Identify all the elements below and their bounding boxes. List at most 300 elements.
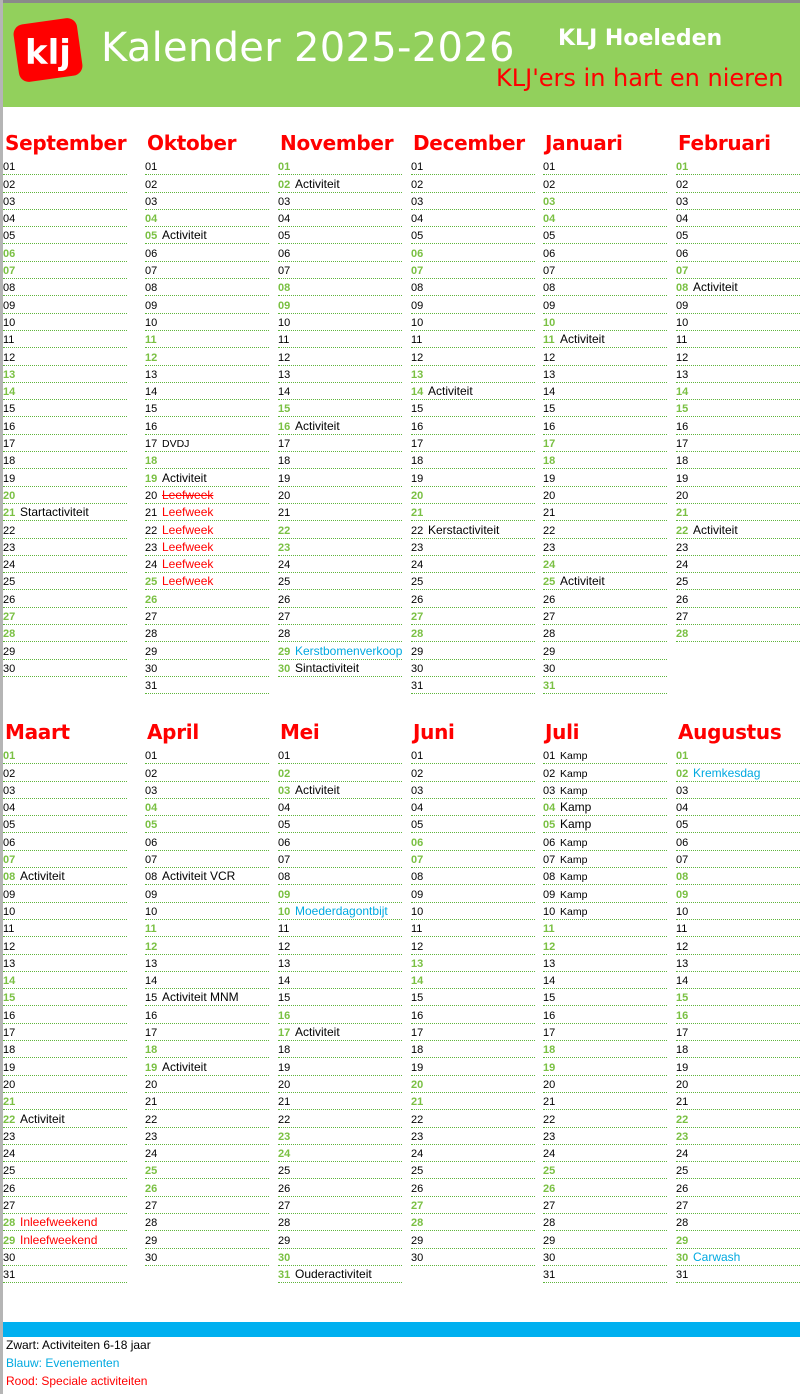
day-number: 24 bbox=[3, 559, 16, 572]
day-row bbox=[543, 279, 667, 296]
day-number: 08 bbox=[676, 282, 689, 295]
day-number: 10 bbox=[3, 905, 16, 918]
day-row bbox=[278, 487, 402, 504]
day-number: 21 bbox=[411, 1096, 424, 1109]
day-row bbox=[278, 989, 402, 1006]
day-number: 26 bbox=[543, 1182, 556, 1195]
day-row bbox=[543, 972, 667, 989]
day-row bbox=[676, 885, 800, 902]
day-row bbox=[3, 1145, 127, 1162]
day-row bbox=[278, 833, 402, 850]
day-number: 17 bbox=[278, 1027, 291, 1040]
day-number: 26 bbox=[411, 593, 424, 606]
day-row bbox=[676, 608, 800, 625]
day-row bbox=[543, 1058, 667, 1075]
organization-name: KLJ Hoeleden bbox=[558, 26, 723, 51]
day-number: 17 bbox=[543, 1027, 556, 1040]
day-number: 29 bbox=[278, 1234, 291, 1247]
day-number: 19 bbox=[278, 472, 291, 485]
day-number: 21 bbox=[278, 507, 291, 520]
day-number: 02 bbox=[543, 178, 556, 191]
day-row bbox=[278, 1214, 402, 1231]
day-number: 11 bbox=[543, 923, 555, 936]
day-row bbox=[676, 1231, 800, 1248]
day-number: 27 bbox=[145, 1200, 158, 1213]
day-row bbox=[145, 556, 269, 573]
event-label: Leefweek bbox=[162, 487, 214, 502]
day-number: 06 bbox=[278, 247, 291, 260]
day-number: 14 bbox=[278, 975, 291, 988]
day-row bbox=[676, 1162, 800, 1179]
event-label: Kamp bbox=[560, 854, 588, 867]
day-number: 11 bbox=[145, 923, 157, 936]
day-row bbox=[278, 469, 402, 486]
legend-blue: Blauw: Evenementen bbox=[6, 1356, 120, 1370]
day-number: 02 bbox=[278, 767, 291, 780]
day-number: 11 bbox=[3, 334, 15, 347]
day-row bbox=[145, 1110, 269, 1127]
day-row bbox=[278, 816, 402, 833]
day-number: 02 bbox=[278, 178, 291, 191]
day-number: 03 bbox=[278, 784, 291, 797]
day-row bbox=[411, 193, 535, 210]
day-number: 06 bbox=[278, 836, 291, 849]
day-number: 14 bbox=[543, 386, 556, 399]
day-row bbox=[411, 1249, 535, 1266]
day-row bbox=[278, 1110, 402, 1127]
day-row bbox=[543, 417, 667, 434]
day-number: 05 bbox=[543, 230, 556, 243]
day-row bbox=[676, 1041, 800, 1058]
day-row bbox=[145, 487, 269, 504]
event-label: Kamp bbox=[560, 784, 588, 797]
day-row bbox=[411, 660, 535, 677]
day-number: 10 bbox=[145, 316, 158, 329]
day-row bbox=[145, 937, 269, 954]
day-row bbox=[543, 851, 667, 868]
day-number: 22 bbox=[145, 1113, 158, 1126]
day-row bbox=[676, 1110, 800, 1127]
legend-black: Zwart: Activiteiten 6-18 jaar bbox=[6, 1338, 151, 1352]
day-row bbox=[543, 1076, 667, 1093]
day-number: 02 bbox=[145, 178, 158, 191]
day-row bbox=[411, 816, 535, 833]
day-number: 15 bbox=[145, 992, 158, 1005]
event-label: Sintactiviteit bbox=[295, 660, 360, 675]
day-number: 21 bbox=[278, 1096, 291, 1109]
day-list bbox=[278, 747, 402, 1283]
day-number: 23 bbox=[278, 1130, 291, 1143]
day-number: 07 bbox=[676, 854, 689, 867]
day-row bbox=[411, 158, 535, 175]
day-number: 01 bbox=[3, 161, 16, 174]
day-number: 13 bbox=[278, 368, 291, 381]
day-row bbox=[676, 1145, 800, 1162]
event-label: Leefweek bbox=[162, 522, 214, 537]
day-row bbox=[278, 885, 402, 902]
day-number: 09 bbox=[411, 299, 424, 312]
day-row bbox=[411, 383, 535, 400]
day-number: 06 bbox=[676, 247, 689, 260]
day-number: 10 bbox=[543, 905, 556, 918]
day-number: 14 bbox=[676, 386, 689, 399]
event-label: Activiteit bbox=[295, 418, 340, 433]
day-number: 03 bbox=[411, 784, 424, 797]
day-row bbox=[676, 625, 800, 642]
day-row bbox=[278, 1162, 402, 1179]
day-number: 26 bbox=[676, 593, 689, 606]
month-name: April bbox=[147, 720, 199, 744]
day-number: 02 bbox=[411, 767, 424, 780]
day-number: 10 bbox=[145, 905, 158, 918]
day-number: 20 bbox=[676, 489, 689, 502]
day-row bbox=[278, 955, 402, 972]
month-name: November bbox=[280, 131, 394, 155]
day-row bbox=[145, 1041, 269, 1058]
day-row bbox=[3, 158, 127, 175]
day-number: 12 bbox=[411, 351, 424, 364]
day-number: 05 bbox=[3, 819, 16, 832]
day-number: 16 bbox=[411, 1009, 424, 1022]
day-row bbox=[543, 1110, 667, 1127]
month-name: December bbox=[413, 131, 525, 155]
day-number: 17 bbox=[3, 1027, 16, 1040]
day-number: 17 bbox=[543, 438, 556, 451]
day-row bbox=[676, 262, 800, 279]
day-number: 17 bbox=[145, 1027, 158, 1040]
day-number: 18 bbox=[145, 1044, 158, 1057]
day-number: 06 bbox=[543, 247, 556, 260]
day-number: 27 bbox=[411, 1200, 424, 1213]
day-number: 08 bbox=[543, 871, 556, 884]
day-row bbox=[411, 747, 535, 764]
day-number: 27 bbox=[411, 611, 424, 624]
day-row bbox=[411, 590, 535, 607]
day-row bbox=[3, 504, 127, 521]
day-row bbox=[145, 625, 269, 642]
day-row bbox=[411, 452, 535, 469]
day-row bbox=[3, 955, 127, 972]
day-row bbox=[3, 1024, 127, 1041]
day-number: 09 bbox=[145, 888, 158, 901]
day-number: 07 bbox=[145, 265, 158, 278]
event-label: Moederdagontbijt bbox=[295, 903, 388, 918]
day-row bbox=[3, 1128, 127, 1145]
event-label: Activiteit bbox=[162, 1059, 207, 1074]
day-row bbox=[676, 331, 800, 348]
day-number: 05 bbox=[411, 230, 424, 243]
day-number: 29 bbox=[3, 1234, 16, 1247]
day-row bbox=[676, 383, 800, 400]
event-label: Activiteit bbox=[560, 574, 605, 589]
day-row bbox=[543, 816, 667, 833]
day-row bbox=[411, 1145, 535, 1162]
day-row bbox=[3, 296, 127, 313]
day-row bbox=[3, 331, 127, 348]
day-row bbox=[543, 764, 667, 781]
day-row bbox=[676, 539, 800, 556]
day-number: 07 bbox=[543, 265, 556, 278]
day-row bbox=[145, 573, 269, 590]
day-number: 24 bbox=[411, 1148, 424, 1161]
day-row bbox=[145, 331, 269, 348]
day-row bbox=[543, 521, 667, 538]
day-number: 17 bbox=[3, 438, 16, 451]
day-number: 15 bbox=[676, 403, 689, 416]
day-row bbox=[145, 279, 269, 296]
day-number: 15 bbox=[278, 403, 291, 416]
day-number: 01 bbox=[278, 750, 291, 763]
day-row bbox=[411, 955, 535, 972]
day-number: 30 bbox=[543, 1251, 556, 1264]
day-row bbox=[3, 799, 127, 816]
day-number: 16 bbox=[3, 1009, 16, 1022]
day-row bbox=[145, 314, 269, 331]
day-number: 02 bbox=[3, 178, 16, 191]
day-number: 22 bbox=[145, 524, 158, 537]
day-row bbox=[543, 920, 667, 937]
day-row bbox=[411, 851, 535, 868]
day-number: 21 bbox=[543, 1096, 556, 1109]
day-number: 28 bbox=[411, 628, 424, 641]
day-row bbox=[543, 782, 667, 799]
day-row bbox=[676, 1179, 800, 1196]
day-row bbox=[543, 539, 667, 556]
day-number: 28 bbox=[145, 628, 158, 641]
day-row bbox=[543, 296, 667, 313]
day-number: 22 bbox=[543, 1113, 556, 1126]
day-number: 27 bbox=[543, 1200, 556, 1213]
day-row bbox=[676, 400, 800, 417]
day-row bbox=[411, 782, 535, 799]
day-number: 19 bbox=[676, 1061, 689, 1074]
day-row bbox=[278, 1128, 402, 1145]
day-row bbox=[411, 1162, 535, 1179]
day-row bbox=[543, 314, 667, 331]
day-row bbox=[676, 799, 800, 816]
day-number: 28 bbox=[3, 1217, 16, 1230]
event-label: Activiteit bbox=[693, 522, 738, 537]
day-row bbox=[411, 417, 535, 434]
day-row bbox=[145, 521, 269, 538]
day-row bbox=[3, 1197, 127, 1214]
day-number: 22 bbox=[278, 1113, 291, 1126]
month-name: September bbox=[5, 131, 127, 155]
day-number: 07 bbox=[676, 265, 689, 278]
day-row bbox=[278, 1145, 402, 1162]
event-label: Ouderactiviteit bbox=[295, 1267, 372, 1282]
day-list bbox=[3, 158, 127, 677]
day-number: 01 bbox=[543, 161, 556, 174]
day-number: 28 bbox=[676, 628, 689, 641]
day-row bbox=[411, 642, 535, 659]
day-number: 18 bbox=[278, 1044, 291, 1057]
day-list bbox=[676, 158, 800, 642]
day-row bbox=[543, 608, 667, 625]
day-number: 20 bbox=[278, 489, 291, 502]
event-label: Inleefweekend bbox=[20, 1232, 98, 1247]
day-number: 02 bbox=[676, 767, 689, 780]
day-row bbox=[411, 920, 535, 937]
day-number: 28 bbox=[543, 1217, 556, 1230]
day-number: 06 bbox=[676, 836, 689, 849]
day-number: 23 bbox=[3, 1130, 16, 1143]
day-number: 17 bbox=[411, 438, 424, 451]
day-row bbox=[3, 314, 127, 331]
day-number: 21 bbox=[676, 1096, 689, 1109]
day-number: 05 bbox=[278, 819, 291, 832]
day-number: 13 bbox=[278, 957, 291, 970]
day-number: 15 bbox=[543, 992, 556, 1005]
day-row bbox=[145, 747, 269, 764]
day-number: 18 bbox=[411, 1044, 424, 1057]
day-row bbox=[543, 1197, 667, 1214]
page-title: Kalender 2025-2026 bbox=[101, 25, 515, 71]
day-list bbox=[145, 747, 269, 1266]
day-number: 04 bbox=[3, 802, 16, 815]
day-row bbox=[676, 193, 800, 210]
day-row bbox=[411, 521, 535, 538]
day-list bbox=[543, 158, 667, 694]
day-row bbox=[676, 989, 800, 1006]
day-row bbox=[543, 227, 667, 244]
day-number: 20 bbox=[278, 1078, 291, 1091]
day-number: 20 bbox=[3, 489, 16, 502]
day-row bbox=[676, 747, 800, 764]
day-row bbox=[145, 1231, 269, 1248]
day-row bbox=[278, 175, 402, 192]
day-number: 23 bbox=[3, 541, 16, 554]
day-number: 16 bbox=[145, 420, 158, 433]
day-number: 11 bbox=[543, 334, 555, 347]
day-number: 27 bbox=[543, 611, 556, 624]
day-number: 22 bbox=[676, 524, 689, 537]
day-row bbox=[543, 504, 667, 521]
day-number: 29 bbox=[145, 1234, 158, 1247]
day-number: 24 bbox=[676, 559, 689, 572]
day-number: 23 bbox=[676, 1130, 689, 1143]
day-row bbox=[145, 417, 269, 434]
day-row bbox=[145, 1076, 269, 1093]
day-number: 08 bbox=[676, 871, 689, 884]
day-row bbox=[278, 1197, 402, 1214]
day-number: 05 bbox=[3, 230, 16, 243]
event-label: Kamp bbox=[560, 750, 588, 763]
day-row bbox=[543, 590, 667, 607]
day-number: 13 bbox=[543, 957, 556, 970]
day-number: 01 bbox=[278, 161, 291, 174]
day-number: 28 bbox=[676, 1217, 689, 1230]
day-row bbox=[278, 1058, 402, 1075]
day-row bbox=[676, 1058, 800, 1075]
day-row bbox=[543, 625, 667, 642]
day-number: 19 bbox=[411, 472, 424, 485]
day-row bbox=[3, 1041, 127, 1058]
event-label: Kerstbomenverkoop bbox=[295, 643, 403, 658]
event-label: Activiteit bbox=[295, 782, 340, 797]
day-row bbox=[278, 1041, 402, 1058]
day-row bbox=[145, 1179, 269, 1196]
day-row bbox=[676, 764, 800, 781]
day-row bbox=[3, 1249, 127, 1266]
day-row bbox=[411, 400, 535, 417]
day-number: 31 bbox=[278, 1269, 291, 1282]
day-number: 15 bbox=[3, 403, 16, 416]
day-row bbox=[278, 244, 402, 261]
day-row bbox=[278, 1093, 402, 1110]
day-number: 04 bbox=[411, 802, 424, 815]
day-row bbox=[543, 383, 667, 400]
day-row bbox=[411, 1214, 535, 1231]
day-number: 09 bbox=[278, 888, 291, 901]
day-number: 16 bbox=[145, 1009, 158, 1022]
day-number: 09 bbox=[543, 888, 556, 901]
day-number: 19 bbox=[145, 472, 158, 485]
day-number: 01 bbox=[3, 750, 16, 763]
day-number: 26 bbox=[278, 1182, 291, 1195]
day-number: 11 bbox=[3, 923, 15, 936]
day-number: 19 bbox=[145, 1061, 158, 1074]
day-row bbox=[411, 608, 535, 625]
day-row bbox=[278, 331, 402, 348]
month-name: Februari bbox=[678, 131, 771, 155]
day-number: 14 bbox=[676, 975, 689, 988]
day-row bbox=[543, 573, 667, 590]
day-number: 12 bbox=[145, 940, 158, 953]
event-label: DVDJ bbox=[162, 438, 190, 451]
day-row bbox=[676, 469, 800, 486]
day-row bbox=[543, 158, 667, 175]
day-row bbox=[543, 1041, 667, 1058]
day-row bbox=[278, 1266, 402, 1283]
day-row bbox=[411, 989, 535, 1006]
day-row bbox=[543, 868, 667, 885]
day-number: 25 bbox=[3, 1165, 16, 1178]
day-number: 30 bbox=[3, 662, 16, 675]
day-row bbox=[676, 1197, 800, 1214]
day-row bbox=[3, 469, 127, 486]
day-row bbox=[543, 487, 667, 504]
day-number: 05 bbox=[676, 230, 689, 243]
day-row bbox=[543, 452, 667, 469]
day-number: 02 bbox=[3, 767, 16, 780]
day-number: 05 bbox=[145, 819, 158, 832]
day-number: 09 bbox=[3, 888, 16, 901]
day-number: 14 bbox=[411, 975, 424, 988]
day-number: 03 bbox=[543, 195, 556, 208]
day-number: 23 bbox=[543, 1130, 556, 1143]
day-number: 18 bbox=[676, 455, 689, 468]
day-number: 02 bbox=[411, 178, 424, 191]
day-number: 04 bbox=[676, 802, 689, 815]
day-row bbox=[676, 590, 800, 607]
day-row bbox=[676, 244, 800, 261]
day-row bbox=[3, 383, 127, 400]
day-number: 03 bbox=[3, 195, 16, 208]
day-row bbox=[543, 556, 667, 573]
day-row bbox=[145, 193, 269, 210]
day-number: 12 bbox=[543, 940, 556, 953]
event-label: Activiteit bbox=[295, 176, 340, 191]
day-row bbox=[145, 642, 269, 659]
day-row bbox=[3, 1006, 127, 1023]
day-number: 31 bbox=[543, 680, 556, 693]
day-number: 15 bbox=[278, 992, 291, 1005]
day-number: 16 bbox=[278, 420, 291, 433]
day-number: 03 bbox=[543, 784, 556, 797]
day-list bbox=[3, 747, 127, 1283]
day-number: 28 bbox=[411, 1217, 424, 1230]
